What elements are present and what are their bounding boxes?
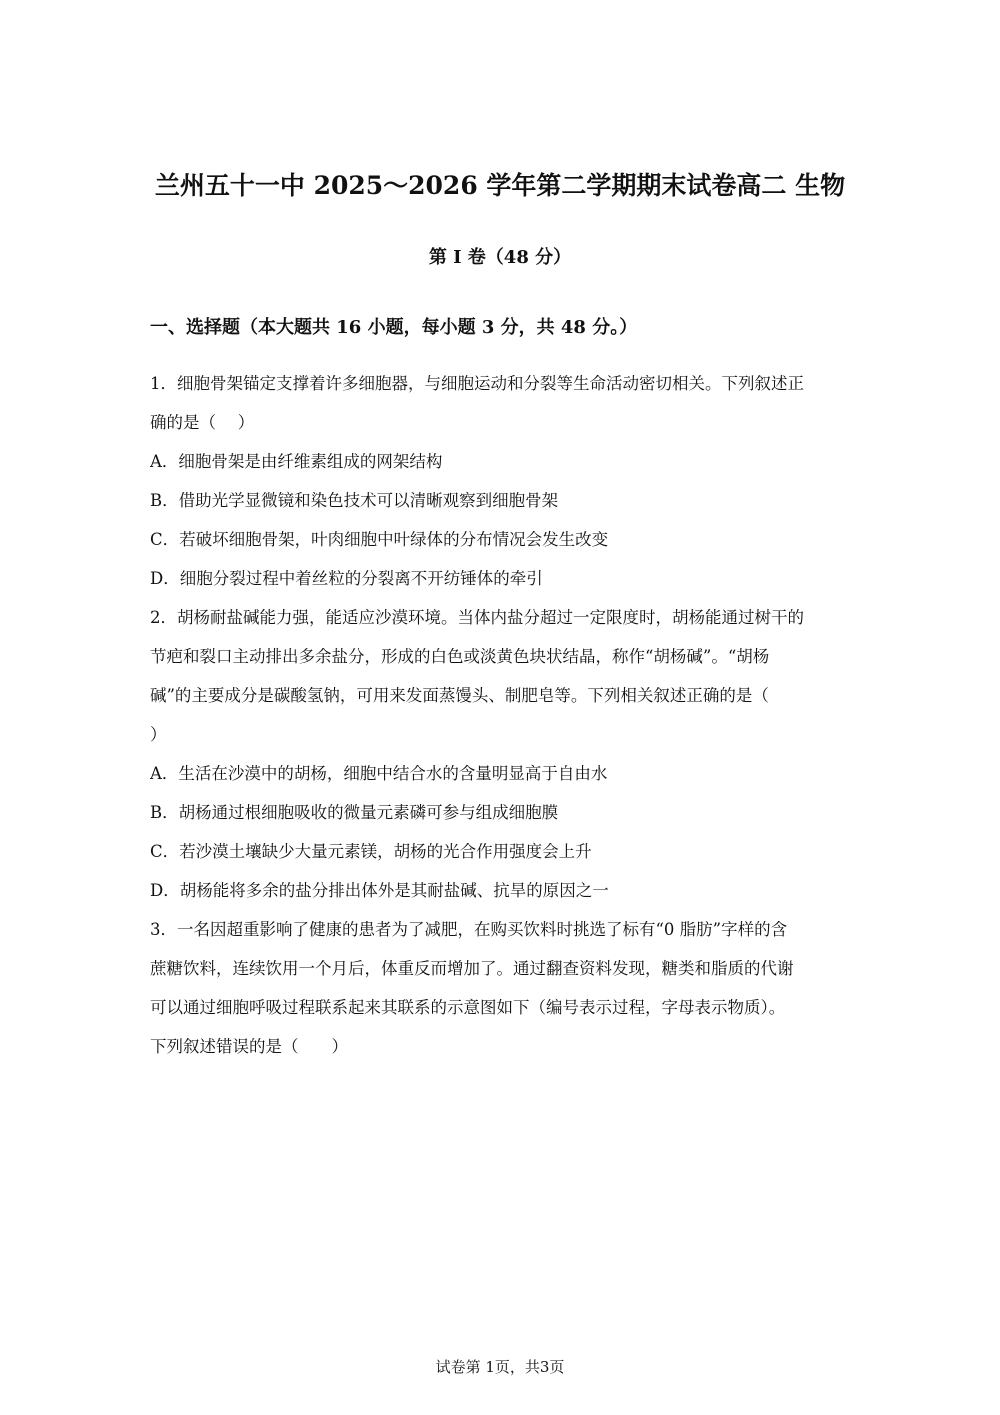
question-2 [150, 598, 855, 910]
question-stem-line: 可以通过细胞呼吸过程联系起来其联系的示意图如下（编号表示过程，字母表示物质）。 [150, 998, 786, 1017]
question-stem-line: 确的是（ ） [150, 413, 255, 432]
option-a: A．细胞骨架是由纤维素组成的网架结构 [150, 452, 443, 471]
question-stem-line: 蔗糖饮料，连续饮用一个月后，体重反而增加了。通过翻查资料发现，糖类和脂质的代谢 [150, 959, 794, 978]
option-d: D．胡杨能将多余的盐分排出体外是其耐盐碱、抗旱的原因之一 [150, 881, 609, 900]
option-d: D．细胞分裂过程中着丝粒的分裂离不开纺锤体的牵引 [150, 569, 543, 588]
option-c: C．若破坏细胞骨架，叶肉细胞中叶绿体的分布情况会发生改变 [150, 530, 609, 549]
question-stem-line: 2．胡杨耐盐碱能力强，能适应沙漠环境。当体内盐分超过一定限度时，胡杨能通过树干的 [150, 608, 804, 627]
question-stem-line: 碱”的主要成分是碳酸氢钠，可用来发面蒸馒头、制肥皂等。下列相关叙述正确的是（ [150, 686, 769, 705]
question-stem-line: 节疤和裂口主动排出多余盐分，形成的白色或淡黄色块状结晶，称作“胡杨碱”。“胡杨 [150, 647, 770, 666]
question-stem-line: 3．一名因超重影响了健康的患者为了减肥，在购买饮料时挑选了标有“0 脂肪”字样的含 [150, 920, 788, 939]
question-1 [150, 364, 855, 598]
option-c: C．若沙漠土壤缺少大量元素镁，胡杨的光合作用强度会上升 [150, 842, 592, 861]
questions-body [150, 364, 855, 1066]
question-stem-line: 1．细胞骨架锚定支撑着许多细胞器，与细胞运动和分裂等生命活动密切相关。下列叙述正 [150, 374, 804, 393]
section-heading: 一、选择题（本大题共 16 小题，每小题 3 分，共 48 分。） [150, 317, 638, 338]
question-stem-line: 下列叙述错误的是（ ） [150, 1037, 348, 1056]
option-a: A．生活在沙漠中的胡杨，细胞中结合水的含量明显高于自由水 [150, 764, 608, 783]
volume-heading: 第 Ⅰ 卷（48 分） [428, 247, 572, 268]
option-b: B．借助光学显微镜和染色技术可以清晰观察到细胞骨架 [150, 491, 559, 510]
exam-title: 兰州五十一中 2025～2026 学年第二学期期末试卷高二 生物 [154, 171, 846, 200]
option-b: B．胡杨通过根细胞吸收的微量元素磷可参与组成细胞膜 [150, 803, 559, 822]
page-footer: 试卷第 1页，共3页 [435, 1358, 565, 1376]
question-3 [150, 910, 855, 1066]
question-stem-line: ） [150, 725, 167, 744]
